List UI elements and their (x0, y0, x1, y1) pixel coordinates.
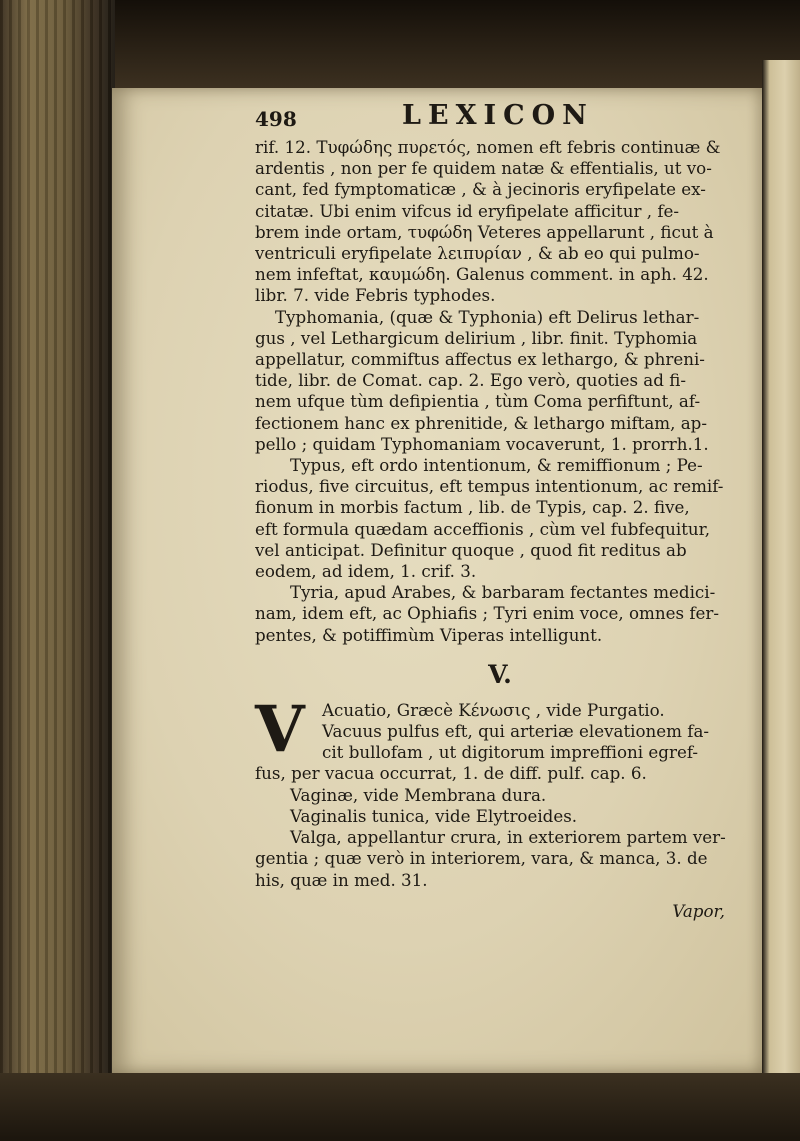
page-text (255, 100, 745, 922)
section-heading-v: V. (488, 659, 512, 689)
entry-vacuatio: Acuatio, Græcè Κένωσις , vide Purgatio. (322, 699, 665, 720)
text-line: nam, idem eft, ac Ophiafis ; Tyri enim voce, omnes fer- (255, 603, 720, 624)
book-spine-shadow (0, 0, 115, 1141)
top-shadow (0, 0, 800, 88)
entry-vacuus-pulsus: Vacuus pulfus eft, qui arteriæ elevationem fa- (322, 721, 710, 742)
text-line: pello ; quidam Typhomaniam vocaverunt, 1. prorrh.1. (255, 433, 709, 454)
text-line: riodus, five circuitus, eft tempus intentionum, ac remif- (255, 476, 724, 497)
bottom-shadow (0, 1073, 800, 1141)
text-line: libr. 7. vide Febris typhodes. (255, 285, 496, 306)
page-number: 498 (255, 107, 297, 131)
text-line: vel anticipat. Definitur quoque , quod fit reditus ab (255, 539, 687, 560)
text-line: gus , vel Lethargicum delirium , libr. finit. Typhomia (255, 327, 698, 348)
text-line: nem infeftat, καυμώδη. Galenus comment. in aph. 42. (255, 264, 709, 285)
v-entries (255, 691, 745, 767)
text-line: eft formula quædam acceffionis , cùm vel fubfequitur, (255, 518, 711, 539)
text-line: ardentis , non per fe quidem natæ & effentialis, ut vo- (255, 158, 712, 179)
text-line: appellatur, commiftus affectus ex lethargo, & phreni- (255, 349, 705, 370)
page-header (255, 100, 745, 135)
text-line: cant, fed fymptomaticæ , & à jecinoris eryfipelate ex- (255, 179, 706, 200)
entry-vaginalis: Vaginalis tunica, vide Elytroeides. (290, 805, 578, 826)
text-line: nem ufque tùm defipientia , tùm Coma perfiftunt, af- (255, 391, 701, 412)
facing-page-edge (762, 60, 800, 1141)
catchword: Vapor, (672, 900, 725, 921)
text-line: fionum in morbis factum , lib. de Typis, cap. 2. five, (255, 497, 690, 518)
text-line: fus, per vacua occurrat, 1. de diff. pulf. cap. 6. (255, 763, 647, 784)
entry-typus: Typus, eft ordo intentionum, & remiffionum ; Pe- (290, 455, 703, 476)
running-title: LEXICON (402, 100, 594, 131)
text-line: tide, libr. de Comat. cap. 2. Ego verò, quoties ad fi- (255, 370, 687, 391)
text-line: fectionem hanc ex phrenitide, & lethargo miftam, ap- (255, 412, 707, 433)
drop-cap: V (255, 691, 305, 767)
entry-typhomania: Typhomania, (quæ & Typhonia) eft Delirus lethar- (275, 306, 700, 327)
text-line: rif. 12. Τυφώδης πυρετός, nomen eft febris continuæ & (255, 137, 721, 157)
text-line: brem inde ortam, τυφώδη Veteres appellarunt , ficut à (255, 221, 714, 242)
entry-vaginae: Vaginæ, vide Membrana dura. (290, 784, 547, 805)
text-line: ventriculi eryfipelate λειπυρίαν , & ab eo qui pulmo- (255, 243, 700, 264)
entry-tyria: Tyria, apud Arabes, & barbaram fectantes medici- (290, 582, 716, 603)
text-line: cit bullofam , ut digitorum impreffioni egref- (322, 742, 699, 763)
text-line: gentia ; quæ verò in interiorem, vara, & manca, 3. de (255, 848, 708, 869)
text-line: his, quæ in med. 31. (255, 869, 428, 890)
text-line: eodem, ad idem, 1. crif. 3. (255, 561, 477, 582)
text-line: citatæ. Ubi enim vifcus id eryfipelate afficitur , fe- (255, 200, 680, 221)
text-line: pentes, & potiffimùm Viperas intelligunt. (255, 624, 603, 645)
entry-valga: Valga, appellantur crura, in exteriorem partem ver- (290, 827, 726, 848)
